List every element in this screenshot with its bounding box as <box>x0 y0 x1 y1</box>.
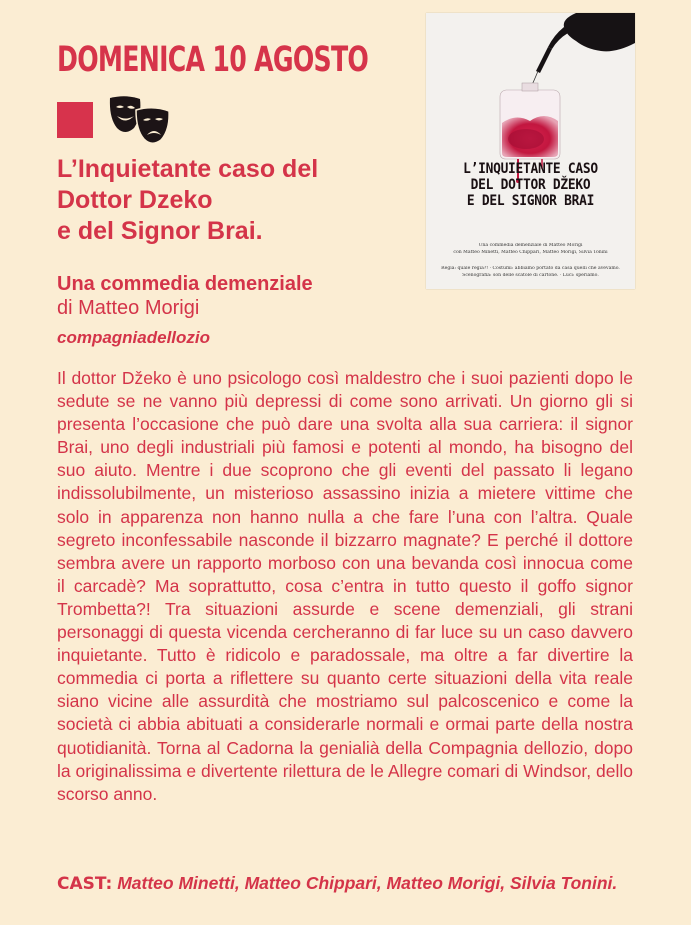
poster-credit-line: Regia: quale regia?! · Costumi: abbiamo portato da casa quelli che avevamo. <box>441 266 620 271</box>
cast-label: CAST: <box>57 874 113 894</box>
event-title <box>57 154 318 247</box>
category-square-marker <box>57 102 93 138</box>
event-date: DOMENICA 10 AGOSTO <box>57 40 369 80</box>
event-subtitle: Una commedia demenziale <box>57 273 313 295</box>
event-company: compagniadellozio <box>57 328 211 347</box>
theater-masks-icon <box>106 94 172 146</box>
cast-names: Matteo Minetti, Matteo Chippari, Matteo Morigi, Silvia Tonini. <box>117 873 618 893</box>
event-author: di Matteo Morigi <box>57 297 200 319</box>
poster-credit-line: Una commedia demenziale di Matteo Morigi <box>478 243 583 248</box>
event-description: Il dottor Džeko è uno psicologo così maldestro che i suoi pazienti dopo le sedute se ne vanno più depressi di come sono arrivati. Un giorno gli si presenta l’occasione che può dare una svolta alla sua carriera: il signor Brai, uno degli industriali più famosi e potenti al mondo, ha bisogno del suo aiuto. Mentre i due scoprono che gli eventi del passato li legano indissolubilmente, un misterioso assassino inizia a mietere vittime che solo in apparenza non hanno nulla a che fare l’una con l’altra. Quale segreto inconfessabile nasconde il bizzarro magnate? E perché il dottore sembra avere un rapporto morboso con una bevanda così innocua come il carcadè? Ma soprattutto, cosa c’entra in tutto questo il goffo signor Trombetta?! Tra situazioni assurde e scene demenziali, gli strani personaggi di questa vicenda cercheranno di far luce su un caso davvero inquietante. Tutto è ridicolo e paradossale, ma oltre a far divertire la commedia ci porta a riflettere su quanto certe situazioni della vita reale siano vicine alle assurdità che mostriamo sul palcoscenico e come la società ci abbia abituati a considerarle normali e ormai parte della nostra quotidianità. Torna al Cadorna la genialià della Compagnia dellozio, dopo la originalissima e divertente rilettura de le Allegre comari di Windsor, dello scorso anno. <box>57 368 633 804</box>
event-title-line: e del Signor Brai. <box>57 217 263 245</box>
poster-credit-line: Scenografia: son delle scatole di cartone. · Luci: speriamo. <box>462 273 599 278</box>
show-poster <box>426 13 635 289</box>
event-title-line: Dottor Dzeko <box>57 186 213 214</box>
poster-title: L’INQUIETANTE CASO DEL DOTTOR DŽEKO E DEL SIGNOR BRAI <box>463 161 598 209</box>
cast-credits <box>57 870 637 898</box>
event-title-line: L’Inquietante caso del <box>57 155 319 183</box>
poster-credit-line: con Matteo Minetti, Matteo Chippari, Matteo Morigi, Silvia Tonini <box>453 250 608 255</box>
